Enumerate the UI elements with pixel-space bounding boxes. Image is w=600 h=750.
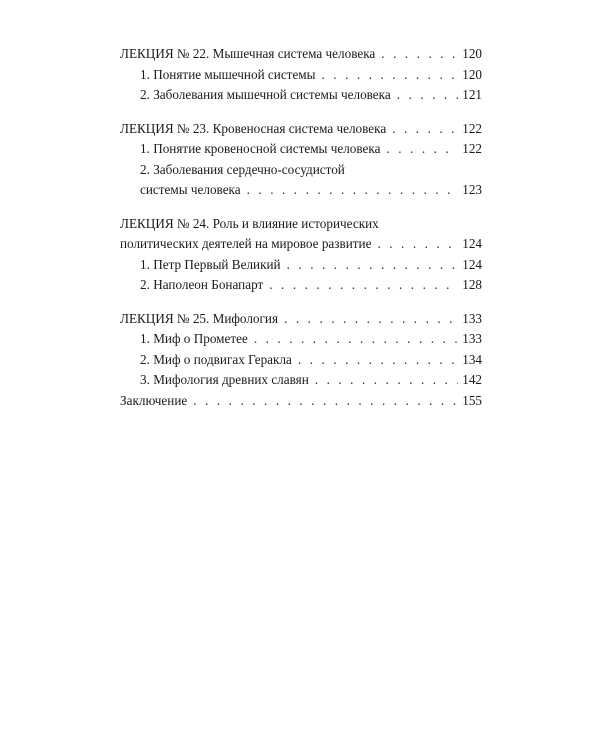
toc-dot-leader (287, 255, 459, 276)
toc-entry-lecture-22 (120, 44, 482, 65)
toc-subentry (120, 85, 482, 106)
toc-entry-title: 1. Понятие мышечной системы (140, 66, 316, 82)
toc-dot-leader (284, 309, 458, 330)
toc-dot-leader (193, 391, 458, 412)
toc-dot-leader (377, 234, 458, 255)
toc-page-number: 155 (462, 392, 482, 408)
toc-entry-title: системы человека (140, 182, 241, 197)
toc-dot-leader (322, 65, 459, 86)
toc-dot-leader (298, 350, 458, 371)
toc-page-number: 134 (462, 351, 482, 367)
toc-page-number: 124 (462, 236, 482, 251)
toc-subentry (120, 329, 482, 350)
toc-page-number: 133 (462, 331, 482, 346)
toc-page-number: 128 (462, 277, 482, 292)
toc-dot-leader (386, 139, 458, 160)
toc-dot-leader (392, 119, 458, 140)
toc-entry-conclusion (120, 391, 482, 412)
toc-entry-title: ЛЕКЦИЯ № 22. Мышечная система человека (120, 46, 376, 61)
toc-dot-leader (315, 370, 458, 391)
toc-page-number: 123 (462, 182, 482, 197)
toc-subentry-title-line: 2. Заболевания сердечно-сосудистой (140, 161, 345, 177)
toc-entry-title: 1. Миф о Прометее (140, 331, 248, 346)
toc-entry-title: 1. Петр Первый Великий (140, 256, 281, 272)
toc-subentry (120, 350, 482, 371)
toc-section-lecture-22 (120, 44, 482, 106)
table-of-contents (120, 44, 482, 411)
toc-entry-lecture-23 (120, 119, 482, 140)
toc-dot-leader (269, 275, 458, 296)
toc-page-number: 121 (462, 87, 482, 102)
toc-page-number: 120 (462, 66, 482, 82)
toc-entry-lecture-24 (120, 234, 482, 255)
toc-entry-title: политических деятелей на мировое развитие (120, 236, 372, 251)
toc-entry-title: Заключение (120, 392, 188, 408)
toc-page-number: 133 (462, 310, 482, 326)
toc-page-number: 120 (462, 46, 482, 61)
toc-subentry (120, 180, 482, 201)
toc-section-lecture-23 (120, 119, 482, 201)
toc-dot-leader (381, 44, 458, 65)
toc-entry-title: 2. Миф о подвигах Геракла (140, 351, 292, 367)
toc-section-lecture-24 (120, 214, 482, 296)
toc-entry-title: ЛЕКЦИЯ № 23. Кровеносная система человека (120, 120, 387, 136)
toc-entry-title: ЛЕКЦИЯ № 25. Мифология (120, 310, 279, 326)
toc-dot-leader (247, 180, 459, 201)
toc-subentry (120, 139, 482, 160)
toc-entry-title: 1. Понятие кровеносной системы человека (140, 141, 381, 156)
toc-page-number: 142 (462, 372, 482, 387)
toc-page-number: 124 (462, 256, 482, 272)
toc-subentry (120, 65, 482, 86)
toc-subentry (120, 275, 482, 296)
toc-entry-title-line: ЛЕКЦИЯ № 24. Роль и влияние исторических (120, 215, 379, 231)
toc-dot-leader (397, 85, 458, 106)
toc-entry-title: 3. Мифология древних славян (140, 372, 309, 387)
toc-page-number: 122 (462, 120, 482, 136)
toc-entry-lecture-25 (120, 309, 482, 330)
toc-section-lecture-25 (120, 309, 482, 412)
toc-entry-title: 2. Наполеон Бонапарт (140, 277, 264, 292)
toc-subentry (120, 255, 482, 276)
toc-entry-title: 2. Заболевания мышечной системы человека (140, 87, 391, 102)
toc-dot-leader (254, 329, 458, 350)
toc-subentry (120, 370, 482, 391)
toc-page-number: 122 (462, 141, 482, 156)
